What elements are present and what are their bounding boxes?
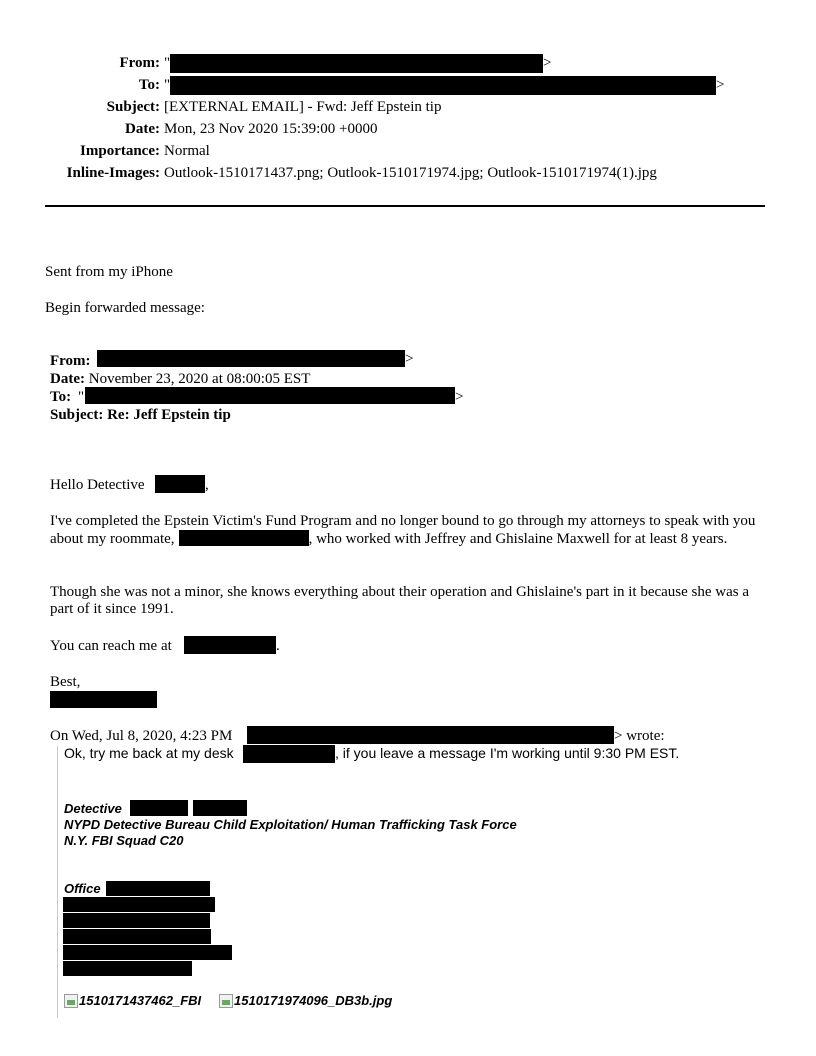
quote-bar bbox=[57, 746, 58, 1018]
redaction-block bbox=[170, 76, 716, 95]
fwd-date-label: Date: bbox=[50, 371, 85, 387]
from-tail: > bbox=[543, 55, 552, 71]
greeting-end: , bbox=[205, 477, 209, 493]
redaction-block bbox=[179, 530, 309, 546]
date-label: Date: bbox=[125, 121, 160, 137]
broken-image-icon bbox=[64, 994, 78, 1008]
fwd-to-value: " bbox=[78, 389, 85, 405]
inline-image-2[interactable] bbox=[219, 993, 392, 1008]
redaction-block bbox=[50, 691, 157, 708]
importance-label: Importance: bbox=[80, 143, 160, 159]
date-value: Mon, 23 Nov 2020 15:39:00 +0000 bbox=[164, 121, 378, 137]
redaction-block bbox=[243, 745, 335, 763]
signature-squad: N.Y. FBI Squad C20 bbox=[64, 833, 184, 848]
inline-image-2-alt: 1510171974096_DB3b.jpg bbox=[234, 993, 393, 1008]
quote-intro-end: > wrote: bbox=[614, 728, 665, 744]
subject-label: Subject: bbox=[106, 99, 160, 115]
redaction-block bbox=[170, 54, 543, 73]
from-value: " bbox=[164, 55, 171, 71]
signoff-text: Best, bbox=[50, 674, 81, 690]
redaction-block bbox=[247, 726, 614, 744]
redaction-block bbox=[97, 350, 405, 367]
fwd-date bbox=[50, 370, 310, 388]
fwd-subject: Subject: Re: Jeff Epstein tip bbox=[50, 407, 231, 423]
signature-unit: NYPD Detective Bureau Child Exploitation/ Human Trafficking Task Force bbox=[64, 817, 517, 832]
to-label: To: bbox=[138, 77, 160, 93]
contact-end: . bbox=[276, 638, 280, 654]
redaction-block bbox=[193, 800, 247, 816]
fwd-to-label: To: bbox=[50, 389, 72, 405]
to-tail: > bbox=[716, 77, 725, 93]
fwd-to-tail: > bbox=[455, 389, 464, 405]
redaction-block bbox=[63, 913, 210, 928]
inline-image-1-alt: 1510171437462_FBI bbox=[79, 993, 202, 1008]
from-label: From: bbox=[119, 55, 160, 71]
broken-image-icon bbox=[219, 994, 233, 1008]
fwd-from-label: From: bbox=[50, 353, 91, 369]
to-value: " bbox=[164, 77, 171, 93]
redaction-block bbox=[130, 800, 188, 816]
redaction-block bbox=[85, 387, 455, 404]
greeting-text: Hello Detective bbox=[50, 477, 145, 493]
redaction-block bbox=[106, 881, 210, 896]
redaction-block bbox=[63, 897, 215, 912]
quoted-line-start: Ok, try me back at my desk bbox=[64, 745, 234, 761]
quoted-line-end: , if you leave a message I'm working until 9:30 PM EST. bbox=[335, 745, 680, 761]
inline-image-1[interactable] bbox=[64, 993, 201, 1008]
importance-value: Normal bbox=[164, 143, 210, 159]
redaction-block bbox=[63, 961, 192, 976]
fwd-from-tail: > bbox=[405, 351, 414, 367]
paragraph-roommate-end: , who worked with Jeffrey and Ghislaine Maxwell for at least 8 years. bbox=[308, 531, 728, 547]
header-divider bbox=[45, 205, 765, 207]
begin-forwarded-text: Begin forwarded message: bbox=[45, 300, 205, 316]
paragraph-operation: Though she was not a minor, she knows everything about their operation and Ghislaine's part in it because she was a part of it since 1991. bbox=[50, 584, 750, 617]
subject-value: [EXTERNAL EMAIL] - Fwd: Jeff Epstein tip bbox=[164, 99, 442, 115]
redaction-block bbox=[155, 475, 205, 493]
signature-office: Office bbox=[64, 881, 101, 896]
fwd-date-value: November 23, 2020 at 08:00:05 EST bbox=[88, 371, 311, 387]
redaction-block bbox=[63, 929, 211, 944]
inline-images-value: Outlook-1510171437.png; Outlook-1510171974.jpg; Outlook-1510171974(1).jpg bbox=[164, 165, 657, 181]
sent-from-text: Sent from my iPhone bbox=[45, 264, 173, 280]
paragraph-roommate-start: I've completed the Epstein Victim's Fund Program and no longer bound to go through my attorneys to speak with you about my roommate, bbox=[50, 513, 756, 547]
redaction-block bbox=[184, 636, 276, 654]
paragraph-roommate bbox=[50, 513, 770, 548]
inline-images-label: Inline-Images: bbox=[66, 165, 160, 181]
quote-intro: On Wed, Jul 8, 2020, 4:23 PM bbox=[50, 728, 233, 744]
contact-text: You can reach me at bbox=[50, 638, 172, 654]
signature-detective: Detective bbox=[64, 801, 122, 816]
redaction-block bbox=[63, 945, 232, 960]
